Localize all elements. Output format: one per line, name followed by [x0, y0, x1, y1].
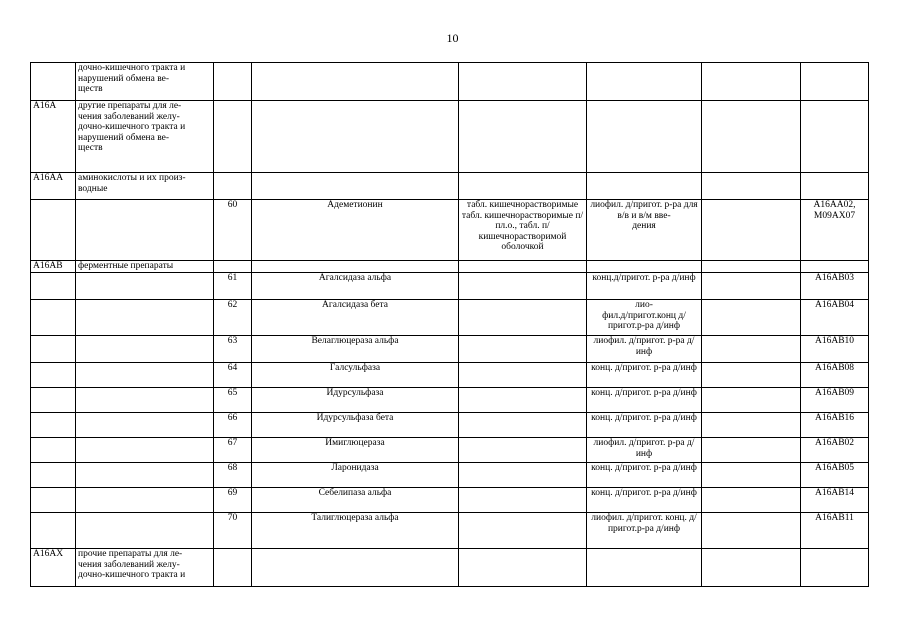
- row-form-tablets: [459, 261, 587, 273]
- row-group-name: [76, 200, 214, 261]
- row-form-tablets: [459, 413, 587, 438]
- row-atc-code: A16AB05: [801, 463, 869, 488]
- row-inn: [252, 173, 459, 200]
- row-atc-code: [801, 101, 869, 173]
- row-code: [31, 438, 76, 463]
- row-number: [214, 549, 252, 587]
- row-form-injection: конц. д/пригот. р-ра д/инф: [587, 463, 702, 488]
- row-atc-code: A16AB11: [801, 513, 869, 549]
- table-row: [31, 438, 869, 463]
- row-number: [214, 173, 252, 200]
- row-code: [31, 200, 76, 261]
- row-code: [31, 273, 76, 300]
- row-number: 61: [214, 273, 252, 300]
- row-extra: [702, 273, 801, 300]
- row-group-name: [76, 363, 214, 388]
- row-form-injection: [587, 63, 702, 101]
- row-group-name: [76, 388, 214, 413]
- row-form-injection: конц.д/пригот. р-ра д/инф: [587, 273, 702, 300]
- row-extra: [702, 388, 801, 413]
- row-group-name: [76, 513, 214, 549]
- drug-table: [30, 62, 869, 587]
- row-inn: Велаглюцераза альфа: [252, 336, 459, 363]
- row-number: [214, 261, 252, 273]
- row-atc-code: A16AB02: [801, 438, 869, 463]
- row-extra: [702, 200, 801, 261]
- row-atc-code: A16AB08: [801, 363, 869, 388]
- row-code: [31, 388, 76, 413]
- row-form-tablets: [459, 101, 587, 173]
- row-extra: [702, 488, 801, 513]
- row-atc-code: A16AB14: [801, 488, 869, 513]
- row-group-name: ферментные препараты: [76, 261, 214, 273]
- row-number: 66: [214, 413, 252, 438]
- row-inn: [252, 63, 459, 101]
- row-extra: [702, 463, 801, 488]
- row-code: [31, 513, 76, 549]
- row-group-name: [76, 300, 214, 336]
- row-atc-code: A16AB04: [801, 300, 869, 336]
- row-code: A16AA: [31, 173, 76, 200]
- row-form-injection: конц. д/пригот. р-ра д/инф: [587, 388, 702, 413]
- row-form-tablets: [459, 388, 587, 413]
- table-row: [31, 173, 869, 200]
- row-inn: Ларонидаза: [252, 463, 459, 488]
- row-form-injection: [587, 101, 702, 173]
- table-row: [31, 513, 869, 549]
- table-row: [31, 200, 869, 261]
- row-number: 60: [214, 200, 252, 261]
- row-atc-code: [801, 63, 869, 101]
- row-atc-code: A16AB09: [801, 388, 869, 413]
- row-inn: Галсульфаза: [252, 363, 459, 388]
- row-extra: [702, 63, 801, 101]
- row-extra: [702, 363, 801, 388]
- table-row: [31, 388, 869, 413]
- row-code: A16AX: [31, 549, 76, 587]
- row-inn: Имиглюцераза: [252, 438, 459, 463]
- row-group-name: [76, 336, 214, 363]
- row-number: [214, 101, 252, 173]
- row-form-injection: лиофил. д/пригот. р-ра д/инф: [587, 336, 702, 363]
- row-atc-code: A16AB03: [801, 273, 869, 300]
- row-extra: [702, 300, 801, 336]
- row-code: [31, 363, 76, 388]
- row-form-tablets: [459, 363, 587, 388]
- row-group-name: [76, 438, 214, 463]
- row-form-tablets: [459, 273, 587, 300]
- row-inn: Идурсульфаза: [252, 388, 459, 413]
- row-form-injection: [587, 549, 702, 587]
- row-inn: Адеметионин: [252, 200, 459, 261]
- table-row: [31, 549, 869, 587]
- row-code: [31, 463, 76, 488]
- row-atc-code: A16AA02, M09AX07: [801, 200, 869, 261]
- row-inn: Себелипаза альфа: [252, 488, 459, 513]
- row-number: 62: [214, 300, 252, 336]
- row-extra: [702, 261, 801, 273]
- row-inn: Идурсульфаза бета: [252, 413, 459, 438]
- table-row: [31, 273, 869, 300]
- row-form-tablets: [459, 463, 587, 488]
- row-inn: [252, 261, 459, 273]
- table-row: [31, 488, 869, 513]
- row-code: A16AB: [31, 261, 76, 273]
- row-group-name: другие препараты для ле- чения заболеваний желу- дочно-кишечного тракта и нарушений обмена ве- ществ: [76, 101, 214, 173]
- table-row: [31, 363, 869, 388]
- page-number: 10: [446, 31, 459, 45]
- row-extra: [702, 101, 801, 173]
- row-form-injection: лиофил. д/пригот. р-ра д/инф: [587, 438, 702, 463]
- row-code: A16A: [31, 101, 76, 173]
- table-row: [31, 413, 869, 438]
- row-number: 69: [214, 488, 252, 513]
- row-group-name: [76, 273, 214, 300]
- row-group-name: [76, 413, 214, 438]
- row-atc-code: [801, 173, 869, 200]
- row-group-name: прочие препараты для ле- чения заболеваний желу- дочно-кишечного тракта и: [76, 549, 214, 587]
- row-extra: [702, 413, 801, 438]
- row-code: [31, 413, 76, 438]
- row-form-tablets: [459, 173, 587, 200]
- row-number: 70: [214, 513, 252, 549]
- row-inn: Талиглюцераза альфа: [252, 513, 459, 549]
- row-form-tablets: [459, 438, 587, 463]
- row-inn: [252, 101, 459, 173]
- row-form-injection: конц. д/пригот. р-ра д/инф: [587, 413, 702, 438]
- row-extra: [702, 438, 801, 463]
- row-group-name: дочно-кишечного тракта и нарушений обмена ве- ществ: [76, 63, 214, 101]
- row-code: [31, 300, 76, 336]
- row-form-tablets: [459, 300, 587, 336]
- row-form-tablets: табл. кишечнорастворимые табл. кишечнорастворимые п/пл.о., табл. п/кишечнорастворимой оболочкой: [459, 200, 587, 261]
- table-row: [31, 336, 869, 363]
- table-row: [31, 300, 869, 336]
- row-group-name: [76, 463, 214, 488]
- row-atc-code: [801, 549, 869, 587]
- row-number: 65: [214, 388, 252, 413]
- row-inn: Агалсидаза альфа: [252, 273, 459, 300]
- table-row: [31, 63, 869, 101]
- row-atc-code: [801, 261, 869, 273]
- row-code: [31, 488, 76, 513]
- row-extra: [702, 173, 801, 200]
- row-inn: Агалсидаза бета: [252, 300, 459, 336]
- row-code: [31, 63, 76, 101]
- row-number: 68: [214, 463, 252, 488]
- row-form-injection: конц. д/пригот. р-ра д/инф: [587, 488, 702, 513]
- row-inn: [252, 549, 459, 587]
- table-row: [31, 463, 869, 488]
- table-row: [31, 261, 869, 273]
- row-form-injection: конц. д/пригот. р-ра д/инф: [587, 363, 702, 388]
- row-form-tablets: [459, 488, 587, 513]
- row-form-injection: лиофил. д/пригот. конц. д/пригот.р-ра д/инф: [587, 513, 702, 549]
- row-extra: [702, 549, 801, 587]
- row-number: 64: [214, 363, 252, 388]
- row-form-tablets: [459, 513, 587, 549]
- row-form-injection: лио- фил.д/пригот.конц д/пригот.р-ра д/инф: [587, 300, 702, 336]
- row-atc-code: A16AB10: [801, 336, 869, 363]
- row-extra: [702, 336, 801, 363]
- row-form-injection: [587, 173, 702, 200]
- row-extra: [702, 513, 801, 549]
- row-form-tablets: [459, 549, 587, 587]
- row-number: 63: [214, 336, 252, 363]
- row-form-injection: лиофил. д/пригот. р-ра для в/в и в/м вве- дения: [587, 200, 702, 261]
- row-number: [214, 63, 252, 101]
- row-group-name: [76, 488, 214, 513]
- row-atc-code: A16AB16: [801, 413, 869, 438]
- row-number: 67: [214, 438, 252, 463]
- row-group-name: аминокислоты и их произ- водные: [76, 173, 214, 200]
- row-code: [31, 336, 76, 363]
- row-form-tablets: [459, 63, 587, 101]
- row-form-tablets: [459, 336, 587, 363]
- table-row: [31, 101, 869, 173]
- row-form-injection: [587, 261, 702, 273]
